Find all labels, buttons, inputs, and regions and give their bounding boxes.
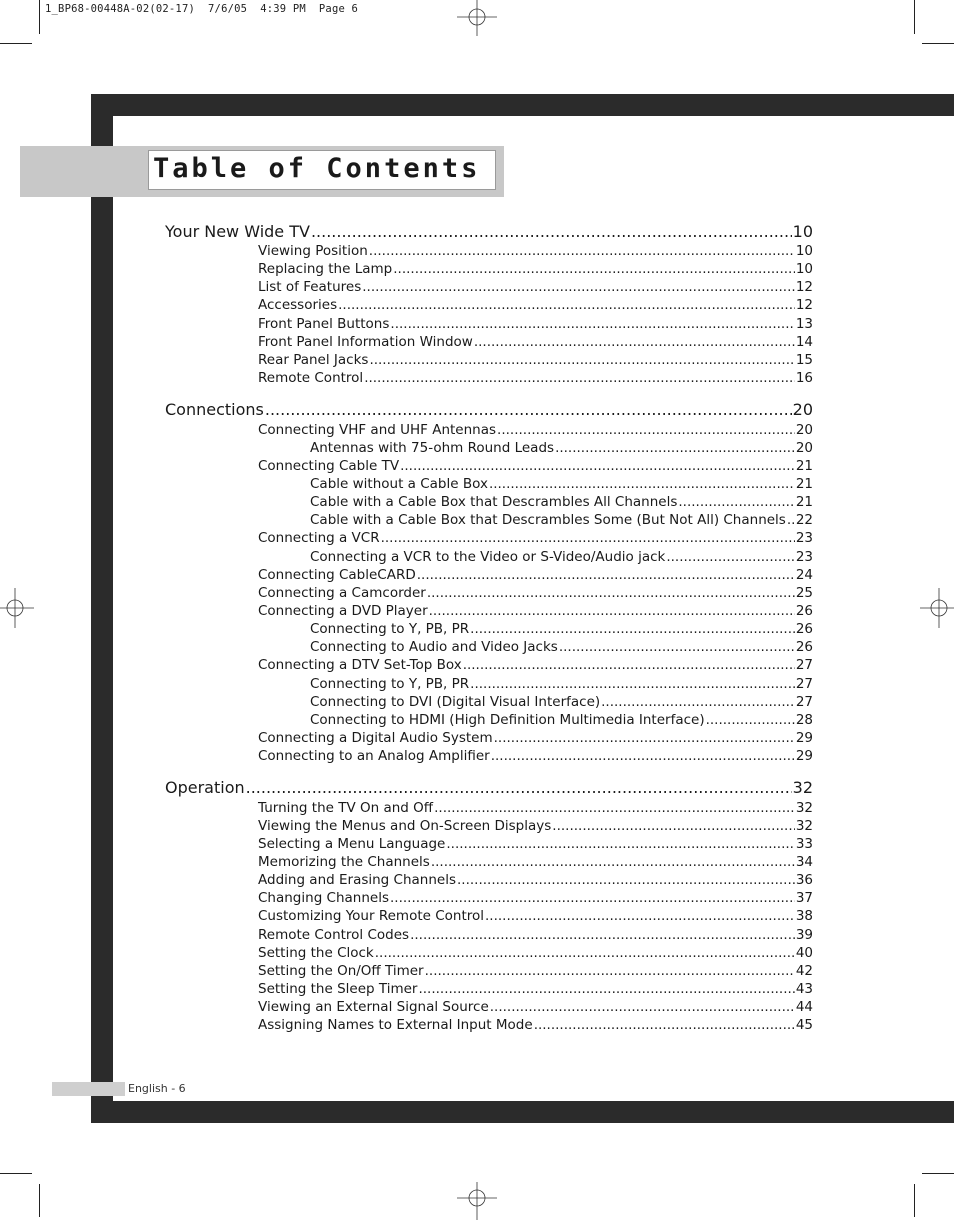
toc-subitem[interactable] [310,712,813,729]
toc-page: 37 [795,890,813,906]
toc-page: 10 [795,243,813,259]
toc-subitem[interactable] [310,639,813,656]
toc-page: 20 [795,422,813,438]
toc-page: 27 [795,694,813,710]
toc-page: 27 [795,676,813,692]
toc-item[interactable] [258,422,813,439]
toc-page: 23 [795,530,813,546]
leader-dots [434,800,795,816]
toc-item[interactable] [258,999,813,1016]
toc-page: 32 [792,778,813,797]
toc-item[interactable] [258,530,813,547]
toc-page: 25 [795,585,813,601]
toc-page: 12 [795,297,813,313]
toc-item[interactable] [258,279,813,296]
toc-item[interactable] [258,890,813,907]
crop-mark [39,1184,40,1217]
registration-mark-icon [0,588,40,628]
toc-label: Setting the Clock [258,945,374,961]
leader-dots [338,297,795,313]
leader-dots [311,222,792,241]
leader-dots [490,999,795,1015]
toc-label: Customizing Your Remote Control [258,908,485,924]
toc-label: Connecting a DVD Player [258,603,428,619]
toc-label: Connecting to Y, PB, PR [310,621,470,637]
toc-label: Accessories [258,297,338,313]
toc-label: List of Features [258,279,362,295]
toc-label: Antennas with 75-ohm Round Leads [310,440,555,456]
toc-section[interactable] [165,222,813,242]
leader-dots [381,530,795,546]
toc-page: 36 [795,872,813,888]
toc-label: Connecting VHF and UHF Antennas [258,422,497,438]
toc-page: 38 [795,908,813,924]
page-number-footer: English - 6 [128,1082,186,1095]
frame-bottom-bar [91,1101,954,1123]
toc-item[interactable] [258,657,813,674]
toc-label: Connecting to DVI (Digital Visual Interface) [310,694,601,710]
toc-item[interactable] [258,316,813,333]
leader-dots [494,730,795,746]
toc-page: 45 [795,1017,813,1033]
toc-item[interactable] [258,585,813,602]
toc-section[interactable] [165,400,813,420]
leader-dots [400,458,795,474]
frame-top-bar [91,94,954,116]
toc-page: 22 [795,512,813,528]
toc-item[interactable] [258,297,813,314]
toc-subitem[interactable] [310,549,813,566]
crop-mark [914,1184,915,1217]
toc-page: 43 [795,981,813,997]
toc-item[interactable] [258,836,813,853]
toc-page: 21 [795,476,813,492]
page-title: Table of Contents [153,153,481,184]
leader-dots [393,261,795,277]
registration-mark-icon [457,1180,497,1220]
toc-item[interactable] [258,854,813,871]
registration-mark-icon [914,588,954,628]
leader-dots [265,400,792,419]
leader-dots [787,512,795,528]
leader-dots [418,981,794,997]
leader-dots [706,712,795,728]
leader-dots [559,639,795,655]
leader-dots [491,748,795,764]
toc-label: Setting the Sleep Timer [258,981,418,997]
toc-label: Adding and Erasing Channels [258,872,457,888]
toc-page: 32 [795,818,813,834]
toc-page: 15 [795,352,813,368]
toc-label: Front Panel Information Window [258,334,473,350]
toc-label: Operation [165,778,245,797]
frame-left-bar [91,94,113,1123]
toc-page: 27 [795,657,813,673]
crop-mark [0,1173,32,1174]
toc-page: 16 [795,370,813,386]
leader-dots [470,621,795,637]
toc-label: Cable with a Cable Box that Descrambles Some (But Not All) Channels [310,512,786,528]
leader-dots [678,494,794,510]
leader-dots [390,890,795,906]
toc-item[interactable] [258,370,813,387]
leader-dots [555,440,795,456]
toc-item[interactable] [258,567,813,584]
toc-item[interactable] [258,818,813,835]
toc-item[interactable] [258,927,813,944]
toc-label: Connections [165,400,264,419]
toc-item[interactable] [258,352,813,369]
leader-dots [552,818,795,834]
toc-label: Setting the On/Off Timer [258,963,424,979]
toc-page: 26 [795,621,813,637]
toc-item[interactable] [258,963,813,980]
toc-label: Assigning Names to External Input Mode [258,1017,533,1033]
toc-label: Viewing Position [258,243,368,259]
toc-subitem[interactable] [310,440,813,457]
leader-dots [474,334,795,350]
leader-dots [246,778,792,797]
toc-page: 26 [795,603,813,619]
leader-dots [431,854,795,870]
toc-item[interactable] [258,1017,813,1034]
toc-page: 10 [795,261,813,277]
toc-label: Your New Wide TV [165,222,310,241]
toc-item[interactable] [258,603,813,620]
toc-label: Changing Channels [258,890,390,906]
toc-page: 24 [795,567,813,583]
toc-label: Front Panel Buttons [258,316,390,332]
toc-label: Connecting a DTV Set-Top Box [258,657,462,673]
toc-item[interactable] [258,261,813,278]
toc-page: 20 [795,440,813,456]
leader-dots [369,243,795,259]
registration-mark-icon [457,0,497,40]
leader-dots [427,585,795,601]
toc-label: Cable with a Cable Box that Descrambles All Channels [310,494,678,510]
toc-label: Cable without a Cable Box [310,476,488,492]
print-header: 1_BP68-00448A-02(02-17) 7/6/05 4:39 PM Page 6 [45,3,359,15]
toc-page: 12 [795,279,813,295]
toc-item[interactable] [258,945,813,962]
toc-page: 32 [795,800,813,816]
toc-page: 34 [795,854,813,870]
leader-dots [463,657,795,673]
toc-subitem[interactable] [310,676,813,693]
toc-label: Selecting a Menu Language [258,836,446,852]
toc-item[interactable] [258,748,813,765]
leader-dots [429,603,795,619]
leader-dots [666,549,794,565]
toc-item[interactable] [258,872,813,889]
leader-dots [425,963,795,979]
toc-label: Viewing an External Signal Source [258,999,489,1015]
leader-dots [390,316,794,332]
crop-mark [39,0,40,34]
toc-label: Connecting CableCARD [258,567,416,583]
toc-subitem[interactable] [310,476,813,493]
toc-page: 29 [795,730,813,746]
toc-label: Connecting to Audio and Video Jacks [310,639,558,655]
toc-subitem[interactable] [310,512,813,529]
toc-label: Connecting a Digital Audio System [258,730,493,746]
toc-page: 33 [795,836,813,852]
toc-label: Turning the TV On and Off [258,800,434,816]
toc-page: 21 [795,458,813,474]
crop-mark [914,0,915,34]
leader-dots [485,908,795,924]
toc-page: 40 [795,945,813,961]
toc-item[interactable] [258,908,813,925]
crop-mark [0,43,32,44]
toc-item[interactable] [258,458,813,475]
toc-label: Memorizing the Channels [258,854,430,870]
toc-page: 10 [792,222,813,241]
toc-label: Connecting Cable TV [258,458,400,474]
leader-dots [369,352,794,368]
toc-page: 13 [795,316,813,332]
toc-label: Connecting to an Analog Amplifier [258,748,490,764]
toc-page: 28 [795,712,813,728]
leader-dots [417,567,795,583]
toc-label: Connecting a VCR to the Video or S-Video/Audio jack [310,549,666,565]
crop-mark [922,43,954,44]
toc-subitem[interactable] [310,494,813,511]
toc-label: Rear Panel Jacks [258,352,369,368]
leader-dots [534,1017,795,1033]
leader-dots [457,872,795,888]
toc-subitem[interactable] [310,621,813,638]
toc-item[interactable] [258,243,813,260]
toc-page: 39 [795,927,813,943]
toc-item[interactable] [258,800,813,817]
toc-label: Connecting to Y, PB, PR [310,676,470,692]
toc-label: Remote Control [258,370,364,386]
toc-page: 44 [795,999,813,1015]
leader-dots [410,927,795,943]
toc-label: Replacing the Lamp [258,261,393,277]
toc-item[interactable] [258,730,813,747]
toc-page: 26 [795,639,813,655]
toc-section[interactable] [165,778,813,798]
leader-dots [364,370,795,386]
toc-page: 42 [795,963,813,979]
toc-page: 21 [795,494,813,510]
toc-page: 29 [795,748,813,764]
toc-item[interactable] [258,981,813,998]
toc-label: Viewing the Menus and On-Screen Displays [258,818,552,834]
leader-dots [446,836,794,852]
toc-label: Connecting a VCR [258,530,380,546]
footer-bar [52,1082,125,1096]
toc-subitem[interactable] [310,694,813,711]
leader-dots [375,945,795,961]
toc-page: 23 [795,549,813,565]
toc-page: 20 [792,400,813,419]
toc-label: Connecting to HDMI (High Definition Multimedia Interface) [310,712,705,728]
leader-dots [470,676,795,692]
leader-dots [489,476,795,492]
toc-label: Remote Control Codes [258,927,410,943]
crop-mark [922,1173,954,1174]
toc-item[interactable] [258,334,813,351]
toc-page: 14 [795,334,813,350]
toc-label: Connecting a Camcorder [258,585,426,601]
leader-dots [362,279,795,295]
leader-dots [601,694,795,710]
leader-dots [497,422,795,438]
